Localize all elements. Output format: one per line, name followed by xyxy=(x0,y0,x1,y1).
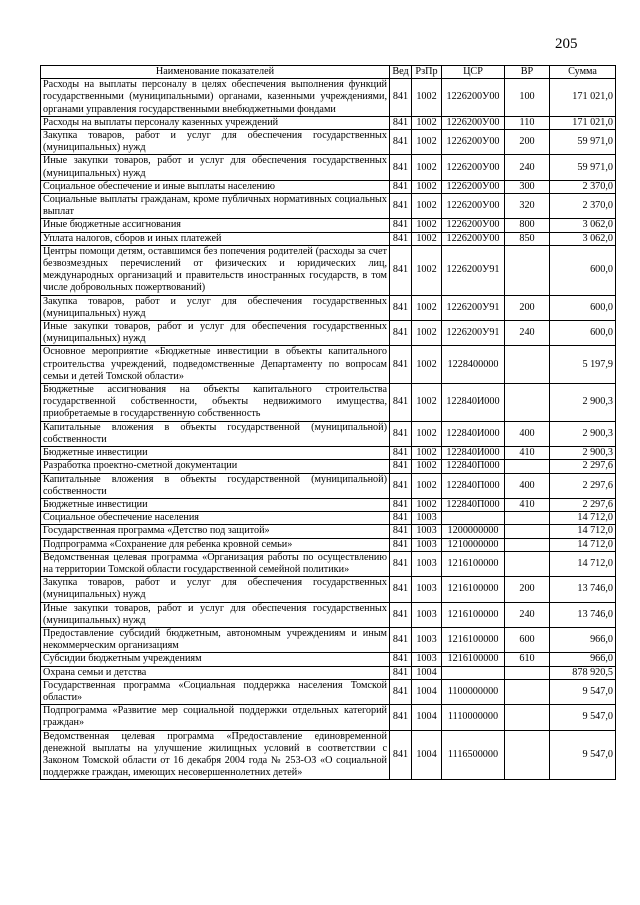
cell-csr xyxy=(442,512,505,525)
cell-csr: 1226200У91 xyxy=(442,245,505,295)
cell-sum: 2 900,3 xyxy=(550,447,616,460)
cell-sum: 2 297,6 xyxy=(550,473,616,498)
column-header-rzpr: РзПр xyxy=(412,66,442,79)
cell-sum: 2 370,0 xyxy=(550,194,616,219)
cell-ved: 841 xyxy=(390,219,412,232)
table-row xyxy=(41,346,616,384)
table-row xyxy=(41,155,616,180)
cell-vr: 410 xyxy=(505,498,550,511)
table-row xyxy=(41,653,616,666)
cell-csr: 1226200У00 xyxy=(442,232,505,245)
table-row xyxy=(41,666,616,679)
cell-name: Иные закупки товаров, работ и услуг для обеспечения государственных (муниципальных) нужд xyxy=(41,321,390,346)
cell-vr: 240 xyxy=(505,155,550,180)
cell-ved: 841 xyxy=(390,705,412,730)
cell-csr: 122840П000 xyxy=(442,473,505,498)
cell-rzpr: 1003 xyxy=(412,525,442,538)
cell-vr xyxy=(505,538,550,551)
cell-ved: 841 xyxy=(390,730,412,780)
cell-sum: 14 712,0 xyxy=(550,538,616,551)
cell-name: Закупка товаров, работ и услуг для обеспечения государственных (муниципальных) нужд xyxy=(41,130,390,155)
cell-rzpr: 1004 xyxy=(412,666,442,679)
cell-rzpr: 1002 xyxy=(412,321,442,346)
page-number: 205 xyxy=(555,36,578,52)
cell-rzpr: 1002 xyxy=(412,116,442,129)
cell-csr xyxy=(442,666,505,679)
cell-sum: 14 712,0 xyxy=(550,551,616,576)
cell-rzpr: 1003 xyxy=(412,602,442,627)
cell-csr: 1226200У00 xyxy=(442,116,505,129)
cell-rzpr: 1002 xyxy=(412,219,442,232)
cell-csr: 1226200У00 xyxy=(442,219,505,232)
cell-sum: 2 297,6 xyxy=(550,460,616,473)
cell-ved: 841 xyxy=(390,512,412,525)
cell-rzpr: 1002 xyxy=(412,460,442,473)
cell-sum: 3 062,0 xyxy=(550,232,616,245)
cell-vr xyxy=(505,525,550,538)
table-row xyxy=(41,79,616,117)
cell-csr: 1216100000 xyxy=(442,653,505,666)
cell-name: Предоставление субсидий бюджетным, автономным учреждениям и иным некоммерческим организациям xyxy=(41,627,390,652)
cell-name: Ведомственная целевая программа «Предоставление единовременной денежной выплаты на улучшение жилищных условий в соответствии с Законом Томской области от 16 декабря 2004 года № 253-ОЗ «О социальной поддержке граждан, имеющих несовершеннолетних детей» xyxy=(41,730,390,780)
cell-name: Государственная программа «Детство под защитой» xyxy=(41,525,390,538)
cell-sum: 2 900,3 xyxy=(550,384,616,422)
cell-ved: 841 xyxy=(390,653,412,666)
cell-ved: 841 xyxy=(390,116,412,129)
cell-sum: 171 021,0 xyxy=(550,116,616,129)
cell-name: Социальное обеспечение населения xyxy=(41,512,390,525)
table-row xyxy=(41,232,616,245)
table-row xyxy=(41,512,616,525)
cell-sum: 2 370,0 xyxy=(550,180,616,193)
table-row xyxy=(41,130,616,155)
cell-rzpr: 1004 xyxy=(412,730,442,780)
table-row xyxy=(41,730,616,780)
table-row xyxy=(41,498,616,511)
cell-sum: 13 746,0 xyxy=(550,602,616,627)
cell-vr xyxy=(505,460,550,473)
table-header-row xyxy=(41,66,616,79)
cell-rzpr: 1002 xyxy=(412,384,442,422)
cell-sum: 600,0 xyxy=(550,295,616,320)
cell-ved: 841 xyxy=(390,194,412,219)
cell-rzpr: 1003 xyxy=(412,577,442,602)
table-row xyxy=(41,679,616,704)
cell-sum: 2 900,3 xyxy=(550,421,616,446)
cell-vr xyxy=(505,666,550,679)
cell-ved: 841 xyxy=(390,79,412,117)
cell-ved: 841 xyxy=(390,498,412,511)
cell-vr: 200 xyxy=(505,130,550,155)
column-header-name: Наименование показателей xyxy=(41,66,390,79)
cell-sum: 3 062,0 xyxy=(550,219,616,232)
cell-vr: 240 xyxy=(505,602,550,627)
cell-csr: 122840И000 xyxy=(442,421,505,446)
cell-name: Ведомственная целевая программа «Организация работы по осуществлению на территории Томской области государственной семейной политики» xyxy=(41,551,390,576)
cell-sum: 966,0 xyxy=(550,653,616,666)
cell-ved: 841 xyxy=(390,130,412,155)
cell-sum: 600,0 xyxy=(550,321,616,346)
cell-csr: 1216100000 xyxy=(442,551,505,576)
cell-name: Бюджетные ассигнования на объекты капитального строительства государственной собственности, объекты недвижимого имущества, приобретаемые в государственную собственность xyxy=(41,384,390,422)
cell-sum: 9 547,0 xyxy=(550,705,616,730)
cell-ved: 841 xyxy=(390,245,412,295)
cell-vr: 320 xyxy=(505,194,550,219)
cell-csr: 122840П000 xyxy=(442,498,505,511)
table-row xyxy=(41,194,616,219)
cell-ved: 841 xyxy=(390,627,412,652)
cell-rzpr: 1002 xyxy=(412,194,442,219)
cell-sum: 14 712,0 xyxy=(550,525,616,538)
cell-csr: 1116500000 xyxy=(442,730,505,780)
cell-name: Бюджетные инвестиции xyxy=(41,447,390,460)
cell-sum: 600,0 xyxy=(550,245,616,295)
cell-name: Социальное обеспечение и иные выплаты населению xyxy=(41,180,390,193)
cell-rzpr: 1002 xyxy=(412,473,442,498)
cell-vr xyxy=(505,346,550,384)
cell-sum: 13 746,0 xyxy=(550,577,616,602)
column-header-sum: Сумма xyxy=(550,66,616,79)
table-row xyxy=(41,295,616,320)
cell-csr: 1216100000 xyxy=(442,577,505,602)
cell-rzpr: 1003 xyxy=(412,653,442,666)
cell-name: Государственная программа «Социальная поддержка населения Томской области» xyxy=(41,679,390,704)
cell-name: Иные закупки товаров, работ и услуг для обеспечения государственных (муниципальных) нужд xyxy=(41,602,390,627)
cell-ved: 841 xyxy=(390,346,412,384)
cell-rzpr: 1002 xyxy=(412,155,442,180)
cell-csr: 1226200У00 xyxy=(442,130,505,155)
cell-rzpr: 1002 xyxy=(412,346,442,384)
cell-ved: 841 xyxy=(390,180,412,193)
cell-rzpr: 1002 xyxy=(412,130,442,155)
cell-rzpr: 1002 xyxy=(412,295,442,320)
table-row xyxy=(41,538,616,551)
cell-sum: 171 021,0 xyxy=(550,79,616,117)
cell-vr xyxy=(505,245,550,295)
cell-name: Бюджетные инвестиции xyxy=(41,498,390,511)
budget-table xyxy=(40,65,616,780)
cell-vr: 400 xyxy=(505,473,550,498)
cell-rzpr: 1002 xyxy=(412,498,442,511)
cell-vr: 600 xyxy=(505,627,550,652)
table-row xyxy=(41,245,616,295)
cell-ved: 841 xyxy=(390,384,412,422)
cell-name: Капитальные вложения в объекты государственной (муниципальной) собственности xyxy=(41,421,390,446)
cell-vr xyxy=(505,730,550,780)
table-row xyxy=(41,460,616,473)
cell-rzpr: 1003 xyxy=(412,538,442,551)
cell-ved: 841 xyxy=(390,460,412,473)
cell-rzpr: 1004 xyxy=(412,679,442,704)
column-header-csr: ЦСР xyxy=(442,66,505,79)
cell-vr: 610 xyxy=(505,653,550,666)
cell-name: Иные бюджетные ассигнования xyxy=(41,219,390,232)
cell-vr xyxy=(505,551,550,576)
cell-csr: 1110000000 xyxy=(442,705,505,730)
cell-rzpr: 1003 xyxy=(412,551,442,576)
cell-rzpr: 1002 xyxy=(412,232,442,245)
table-row xyxy=(41,116,616,129)
cell-vr: 850 xyxy=(505,232,550,245)
cell-name: Закупка товаров, работ и услуг для обеспечения государственных (муниципальных) нужд xyxy=(41,577,390,602)
cell-csr: 1216100000 xyxy=(442,602,505,627)
cell-csr: 1200000000 xyxy=(442,525,505,538)
cell-ved: 841 xyxy=(390,551,412,576)
table-row xyxy=(41,447,616,460)
cell-name: Подпрограмма «Сохранение для ребенка кровной семьи» xyxy=(41,538,390,551)
cell-rzpr: 1002 xyxy=(412,180,442,193)
cell-csr: 122840И000 xyxy=(442,384,505,422)
cell-sum: 966,0 xyxy=(550,627,616,652)
cell-vr: 410 xyxy=(505,447,550,460)
cell-csr: 1210000000 xyxy=(442,538,505,551)
column-header-vr: ВР xyxy=(505,66,550,79)
cell-csr: 1100000000 xyxy=(442,679,505,704)
cell-sum: 14 712,0 xyxy=(550,512,616,525)
cell-name: Разработка проектно-сметной документации xyxy=(41,460,390,473)
cell-ved: 841 xyxy=(390,232,412,245)
table-row xyxy=(41,384,616,422)
cell-rzpr: 1002 xyxy=(412,447,442,460)
cell-vr xyxy=(505,512,550,525)
cell-vr: 300 xyxy=(505,180,550,193)
cell-name: Закупка товаров, работ и услуг для обеспечения государственных (муниципальных) нужд xyxy=(41,295,390,320)
column-header-ved: Вед xyxy=(390,66,412,79)
cell-vr: 200 xyxy=(505,295,550,320)
cell-vr: 100 xyxy=(505,79,550,117)
cell-vr: 400 xyxy=(505,421,550,446)
cell-csr: 1226200У91 xyxy=(442,321,505,346)
cell-rzpr: 1002 xyxy=(412,421,442,446)
cell-csr: 1226200У00 xyxy=(442,180,505,193)
cell-vr xyxy=(505,679,550,704)
cell-name: Капитальные вложения в объекты государственной (муниципальной) собственности xyxy=(41,473,390,498)
cell-rzpr: 1002 xyxy=(412,245,442,295)
table-row xyxy=(41,180,616,193)
cell-sum: 9 547,0 xyxy=(550,730,616,780)
cell-ved: 841 xyxy=(390,666,412,679)
table-row xyxy=(41,219,616,232)
cell-name: Охрана семьи и детства xyxy=(41,666,390,679)
cell-rzpr: 1002 xyxy=(412,79,442,117)
cell-name: Уплата налогов, сборов и иных платежей xyxy=(41,232,390,245)
cell-sum: 59 971,0 xyxy=(550,155,616,180)
table-row xyxy=(41,421,616,446)
cell-csr: 1228400000 xyxy=(442,346,505,384)
cell-ved: 841 xyxy=(390,473,412,498)
cell-sum: 2 297,6 xyxy=(550,498,616,511)
cell-name: Подпрограмма «Развитие мер социальной поддержки отдельных категорий граждан» xyxy=(41,705,390,730)
cell-ved: 841 xyxy=(390,679,412,704)
cell-ved: 841 xyxy=(390,525,412,538)
cell-csr: 1216100000 xyxy=(442,627,505,652)
table-row xyxy=(41,705,616,730)
table-row xyxy=(41,627,616,652)
table-row xyxy=(41,473,616,498)
cell-ved: 841 xyxy=(390,295,412,320)
cell-ved: 841 xyxy=(390,538,412,551)
cell-ved: 841 xyxy=(390,421,412,446)
cell-ved: 841 xyxy=(390,321,412,346)
cell-sum: 9 547,0 xyxy=(550,679,616,704)
cell-csr: 1226200У00 xyxy=(442,155,505,180)
cell-name: Иные закупки товаров, работ и услуг для обеспечения государственных (муниципальных) нужд xyxy=(41,155,390,180)
cell-ved: 841 xyxy=(390,447,412,460)
cell-rzpr: 1004 xyxy=(412,705,442,730)
cell-name: Основное мероприятие «Бюджетные инвестиции в объекты капитального строительства учреждений, подведомственные Департаменту по вопросам семьи и детей Томской области» xyxy=(41,346,390,384)
cell-name: Расходы на выплаты персоналу казенных учреждений xyxy=(41,116,390,129)
cell-csr: 122840П000 xyxy=(442,460,505,473)
cell-name: Центры помощи детям, оставшимся без попечения родителей (расходы за счет безвозмездных перечислений от физических и юридических лиц, международных организаций и правительств иностранных государств, в том числе добровольных пожертвований) xyxy=(41,245,390,295)
cell-csr: 122840И000 xyxy=(442,447,505,460)
table-row xyxy=(41,577,616,602)
cell-vr xyxy=(505,705,550,730)
cell-csr: 1226200У91 xyxy=(442,295,505,320)
cell-sum: 878 920,5 xyxy=(550,666,616,679)
cell-ved: 841 xyxy=(390,577,412,602)
table-row xyxy=(41,551,616,576)
cell-name: Субсидии бюджетным учреждениям xyxy=(41,653,390,666)
cell-ved: 841 xyxy=(390,602,412,627)
table-row xyxy=(41,602,616,627)
cell-vr: 240 xyxy=(505,321,550,346)
cell-name: Социальные выплаты гражданам, кроме публичных нормативных социальных выплат xyxy=(41,194,390,219)
table-row xyxy=(41,525,616,538)
cell-sum: 59 971,0 xyxy=(550,130,616,155)
table-row xyxy=(41,321,616,346)
cell-rzpr: 1003 xyxy=(412,512,442,525)
cell-csr: 1226200У00 xyxy=(442,194,505,219)
cell-ved: 841 xyxy=(390,155,412,180)
cell-rzpr: 1003 xyxy=(412,627,442,652)
cell-sum: 5 197,9 xyxy=(550,346,616,384)
cell-vr: 110 xyxy=(505,116,550,129)
cell-vr: 800 xyxy=(505,219,550,232)
cell-name: Расходы на выплаты персоналу в целях обеспечения выполнения функций государственными (муниципальными) органами, казенными учреждениями, органами управления государственными внебюджетными фондами xyxy=(41,79,390,117)
cell-csr: 1226200У00 xyxy=(442,79,505,117)
cell-vr: 200 xyxy=(505,577,550,602)
cell-vr xyxy=(505,384,550,422)
